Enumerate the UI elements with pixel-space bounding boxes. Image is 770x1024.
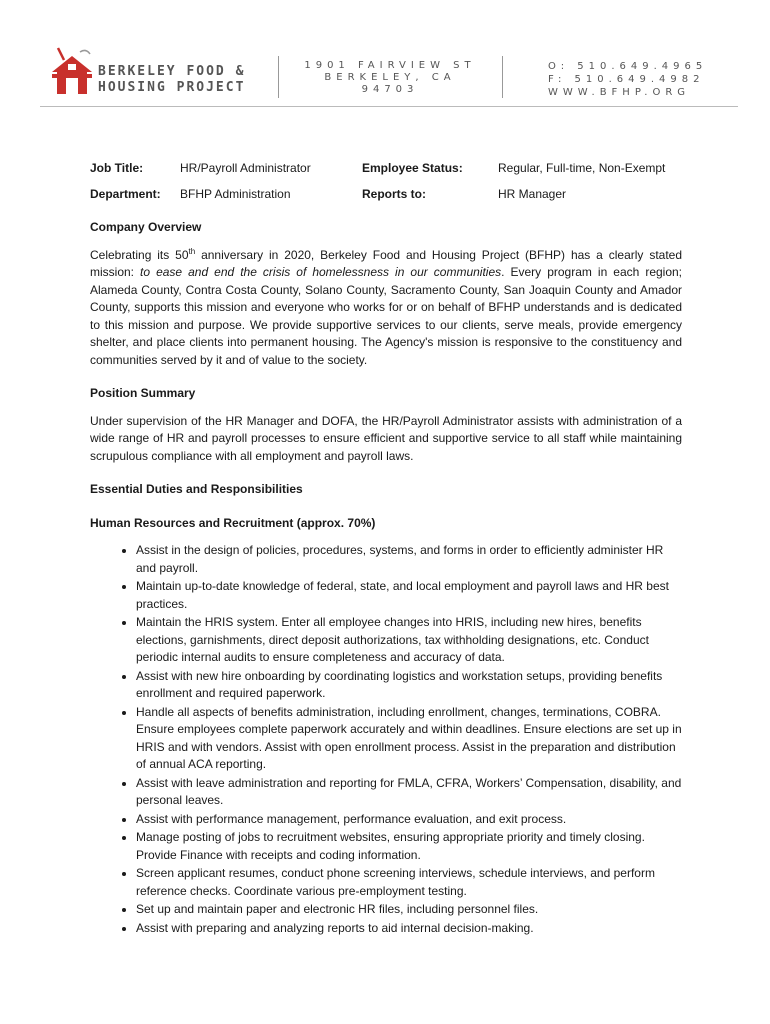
overview-text-a: Celebrating its 50 [90, 247, 189, 262]
department-label: Department: [90, 186, 161, 201]
reports-to-value: HR Manager [498, 186, 567, 201]
list-item: • Maintain the HRIS system. Enter all employee changes into HRIS, including new hires, benefits elections, garnishments, direct deposit authorizations, tax withholding designations, etc. Conduct periodic internal audits to ensure completeness and accuracy of data. [136, 614, 682, 667]
list-item: • Assist with performance management, performance evaluation, and exit process. [136, 811, 682, 829]
company-overview-text [90, 247, 682, 370]
phone-number: O: 510.649.4965 [548, 61, 708, 72]
list-item: • Manage posting of jobs to recruitment websites, ensuring appropriate priority and timely closing. Provide Finance with receipts and coding information. [136, 829, 682, 864]
company-overview-heading: Company Overview [90, 220, 202, 234]
divider-1 [278, 56, 279, 98]
list-item: • Screen applicant resumes, conduct phone screening interviews, schedule interviews, and perform reference checks. Coordinate various pre-employment testing. [136, 865, 682, 900]
employee-status-value: Regular, Full-time, Non-Exempt [498, 161, 666, 175]
mission-statement: to ease and end the crisis of homelessness in our communities [140, 265, 502, 279]
hr-recruitment-subheading: Human Resources and Recruitment (approx. 70%) [90, 515, 376, 530]
position-summary-text: Under supervision of the HR Manager and DOFA, the HR/Payroll Administrator assists with administration of a wide range of HR and payroll processes to ensure efficient and supportive service to all staff while maintaining scrupulous compliance with all employment and payroll laws. [90, 413, 682, 463]
overview-sup: th [188, 246, 196, 256]
position-summary-heading: Position Summary [90, 386, 196, 400]
list-item: • Assist with new hire onboarding by coordinating logistics and workstation setups, providing benefits enrollment and required paperwork. [136, 668, 682, 703]
employee-status-label: Employee Status: [362, 161, 463, 175]
letterhead [0, 0, 770, 110]
organization-name [98, 64, 245, 96]
address-block [300, 60, 480, 96]
job-title-value: HR/Payroll Administrator [180, 161, 311, 175]
fax-number: F: 510.649.4982 [548, 74, 705, 85]
list-item: • Assist in the design of policies, procedures, systems, and forms in order to efficiently administer HR and payroll. [136, 542, 682, 577]
document-body [90, 160, 682, 938]
reports-to-label: Reports to: [362, 186, 426, 201]
department-value: BFHP Administration [180, 186, 291, 201]
address-line1: 1901 FAIRVIEW ST [304, 60, 476, 71]
duties-list [90, 542, 682, 937]
job-title-label: Job Title: [90, 161, 144, 175]
divider-2 [502, 56, 503, 98]
header-rule [40, 106, 738, 107]
org-name-line1: BERKELEY FOOD & [98, 64, 246, 79]
list-item: • Handle all aspects of benefits administration, including enrollment, changes, terminations, COBRA. Ensure employees complete paperwork accurately and within deadlines. Ensure elections are set up in HRIS and with vendors. Assist with open enrollment process. Assist in the preparation and distribution of annual ACA reporting. [136, 704, 682, 774]
job-fields [90, 160, 682, 203]
address-line2: BERKELEY, CA [324, 72, 456, 83]
org-name-line2: HOUSING PROJECT [98, 80, 246, 95]
list-item: • Maintain up-to-date knowledge of federal, state, and local employment and payroll laws and HR best practices. [136, 578, 682, 613]
list-item: • Assist with leave administration and reporting for FMLA, CFRA, Workers’ Compensation, disability, and personal leaves. [136, 775, 682, 810]
list-item: • Set up and maintain paper and electronic HR files, including personnel files. [136, 901, 682, 919]
overview-text-b: anniversary in 2020, Berkeley Food and Housing Project (BFHP) has a clearly stated mission: [90, 247, 683, 279]
list-item: • Assist with preparing and analyzing reports to aid internal decision-making. [136, 920, 682, 938]
duties-heading: Essential Duties and Responsibilities [90, 482, 303, 496]
address-line3: 94703 [361, 84, 419, 95]
website: WWW.BFHP.ORG [548, 87, 691, 98]
house-pot-logo-icon [50, 46, 94, 96]
contact-block [548, 60, 707, 99]
overview-text-c: . Every program in each region; Alameda County, Contra Costa County, Solano County, Sacramento County, San Joaquin County and Amador County, supports this mission and everyone who works for or on behalf of BFHP understands and is dedicated to this mission and purpose. We provide supportive services to our clients, serve meals, provide emergency shelter, and place clients into permanent housing. The Agency's mission is responsive to the constituency and communities served by it and of value to the society. [90, 265, 683, 367]
